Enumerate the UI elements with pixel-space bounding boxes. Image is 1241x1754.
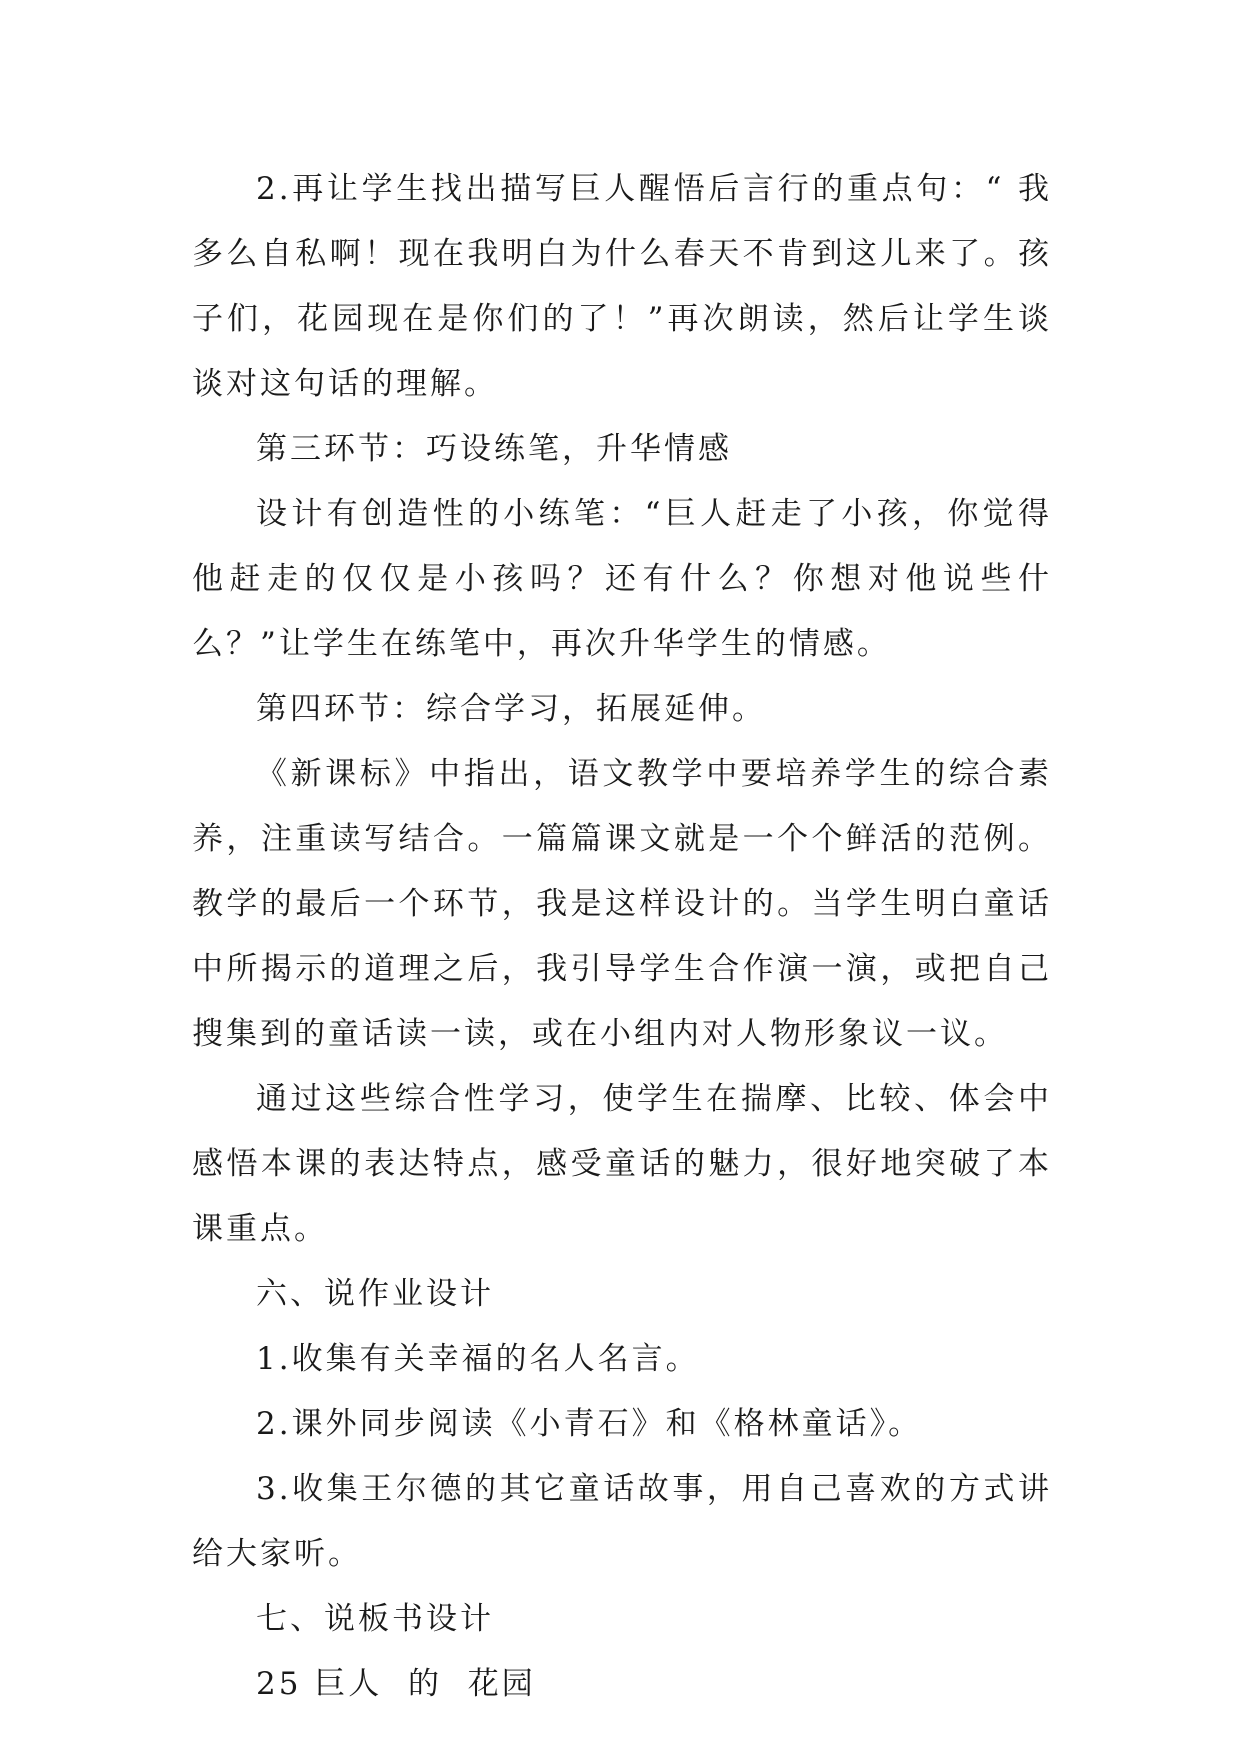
paragraph-writing-exercise: 设计有创造性的小练笔：“巨人赶走了小孩，你觉得他赶走的仅仅是小孩吗？还有什么？你想对他说些什么？”让学生在练笔中，再次升华学生的情感。 bbox=[192, 496, 1052, 662]
homework-item-1: 1.收集有关幸福的名人名言。 bbox=[256, 1341, 700, 1377]
heading-homework-design: 六、说作业设计 bbox=[256, 1276, 494, 1312]
blackboard-title: 25 巨人 的 花园 bbox=[256, 1666, 536, 1702]
paragraph-comprehensive-learning: 通过这些综合性学习，使学生在揣摩、比较、体会中感悟本课的表达特点，感受童话的魅力，很好地突破了本课重点。 bbox=[192, 1081, 1052, 1247]
heading-section-three: 第三环节：巧设练笔，升华情感 bbox=[256, 431, 732, 467]
paragraph-step2-key-sentence: 2.再让学生找出描写巨人醒悟后言行的重点句：“ 我多么自私啊！现在我明白为什么春天不肯到这儿来了。孩子们，花园现在是你们的了！”再次朗读，然后让学生谈谈对这句话的理解。 bbox=[192, 171, 1052, 402]
paragraph-curriculum-standard: 《新课标》中指出，语文教学中要培养学生的综合素养，注重读写结合。一篇篇课文就是一个个鲜活的范例。教学的最后一个环节，我是这样设计的。当学生明白童话中所揭示的道理之后，我引导学生合作演一演，或把自己搜集到的童话读一读，或在小组内对人物形象议一议。 bbox=[192, 756, 1052, 1052]
document-body bbox=[192, 157, 1052, 1717]
homework-item-2: 2.课外同步阅读《小青石》和《格林童话》。 bbox=[256, 1406, 923, 1442]
heading-blackboard-design: 七、说板书设计 bbox=[256, 1601, 494, 1637]
homework-item-3: 3.收集王尔德的其它童话故事，用自己喜欢的方式讲给大家听。 bbox=[192, 1471, 1052, 1572]
heading-section-four: 第四环节：综合学习，拓展延伸。 bbox=[256, 691, 766, 727]
